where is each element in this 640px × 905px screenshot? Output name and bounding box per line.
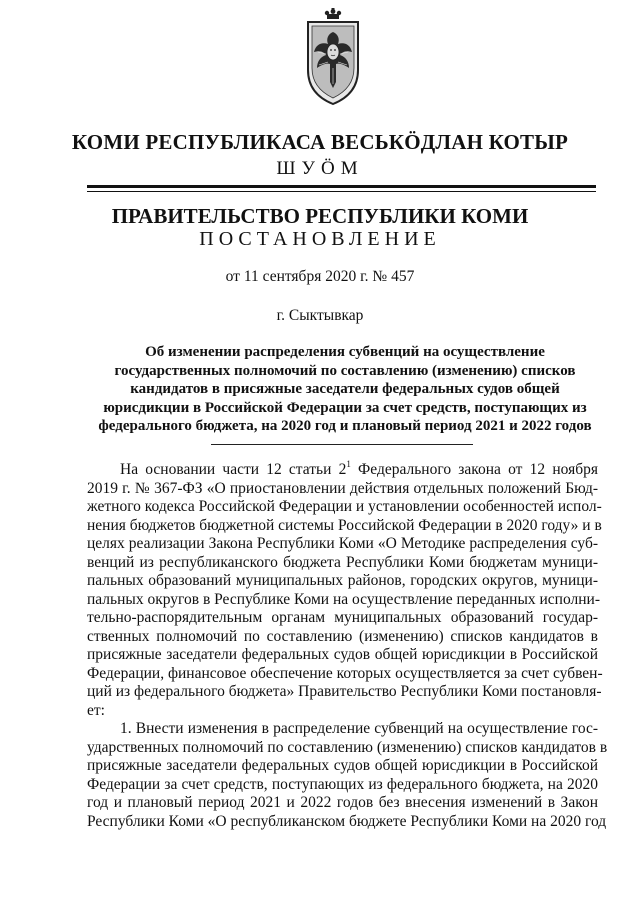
decree-heading — [80, 343, 610, 436]
body-line: Федерации за счет средств, поступающих из федерального бюджета, на 2020 — [87, 775, 598, 793]
body-line: тельно-распорядительным органам муниципальных образований государ- — [87, 609, 598, 626]
heading-line: государственных полномочий по составлению (изменению) списков — [114, 362, 576, 379]
heading-line: юрисдикции в Российской Федерации за счет средств, поступающих из — [103, 399, 587, 416]
government-title: ПРАВИТЕЛЬСТВО РЕСПУБЛИКИ КОМИ — [111, 204, 529, 228]
body-line: 1. Внести изменения в распределение субвенций на осуществление гос- — [120, 720, 598, 737]
body-line: жетного кодекса Российской Федерации и установлении особенностей испол- — [87, 498, 602, 515]
heading-line: федерального бюджета, на 2020 год и плановый период 2021 и 2022 годов — [98, 418, 592, 434]
coat-of-arms-emblem — [300, 8, 366, 108]
document-type: ПОСТАНОВЛЕНИЕ — [199, 228, 441, 250]
city-name: г. Сыктывкар — [276, 307, 364, 324]
body-line: пальных образований муниципальных районов, городских округов, муници- — [87, 572, 598, 589]
header-double-rule-thick — [87, 185, 596, 188]
body-line: 2019 г. № 367-ФЗ «О приостановлении действия отдельных положений Бюд- — [87, 479, 598, 497]
body-line: год и плановый период 2021 и 2022 годов без внесения изменений в Закон — [87, 794, 598, 811]
superscript-number: 1 — [346, 459, 351, 469]
heading-line: Об изменении распределения субвенций на осуществление — [145, 344, 545, 360]
heading-line: кандидатов в присяжные заседатели федеральных судов общей — [130, 381, 560, 397]
decree-date-number: от 11 сентября 2020 г. № 457 — [225, 268, 415, 285]
body-line: венций из республиканского бюджета Республики Коми бюджетам муници- — [87, 553, 598, 571]
body-line: Федерации, финансовое обеспечение которых осуществляется за счет субвен- — [87, 664, 603, 682]
body-line: ударственных полномочий по составлению (изменению) списков кандидатов в — [87, 738, 608, 756]
paragraph-first-line: На основании части 12 статьи $2^1$ Федерального закона от 12 ноября — [120, 459, 598, 478]
heading-underline — [211, 444, 473, 445]
body-line: присяжные заседатели федеральных судов общей юрисдикции в Российской — [87, 757, 598, 774]
body-line: целях реализации Закона Республики Коми «О Методике распределения суб- — [87, 535, 598, 552]
komi-language-title: КОМИ РЕСПУБЛИКАСА ВЕСЬКӦДЛАН КОТЫР — [71, 130, 569, 154]
body-line: нения бюджетов бюджетной системы Российской Федерации в 2020 году» и в — [87, 516, 602, 534]
body-line: ет: — [87, 701, 105, 719]
body-line: Республики Коми «О республиканском бюджете Республики Коми на 2020 год — [87, 812, 607, 830]
header-double-rule-thin — [87, 191, 596, 192]
komi-language-subtitle: ШУӦМ — [276, 158, 364, 179]
body-line: ций из федерального бюджета» Правительство Республики Коми постановля- — [87, 683, 602, 700]
decree-body — [87, 459, 608, 831]
body-line: присяжные заседатели федеральных судов общей юрисдикции в Российской — [87, 646, 598, 663]
body-line: пальных округов в Республике Коми на осуществление переданных исполни- — [87, 590, 600, 608]
body-line: ственных полномочий по составлению (изменению) списков кандидатов в — [87, 627, 598, 645]
